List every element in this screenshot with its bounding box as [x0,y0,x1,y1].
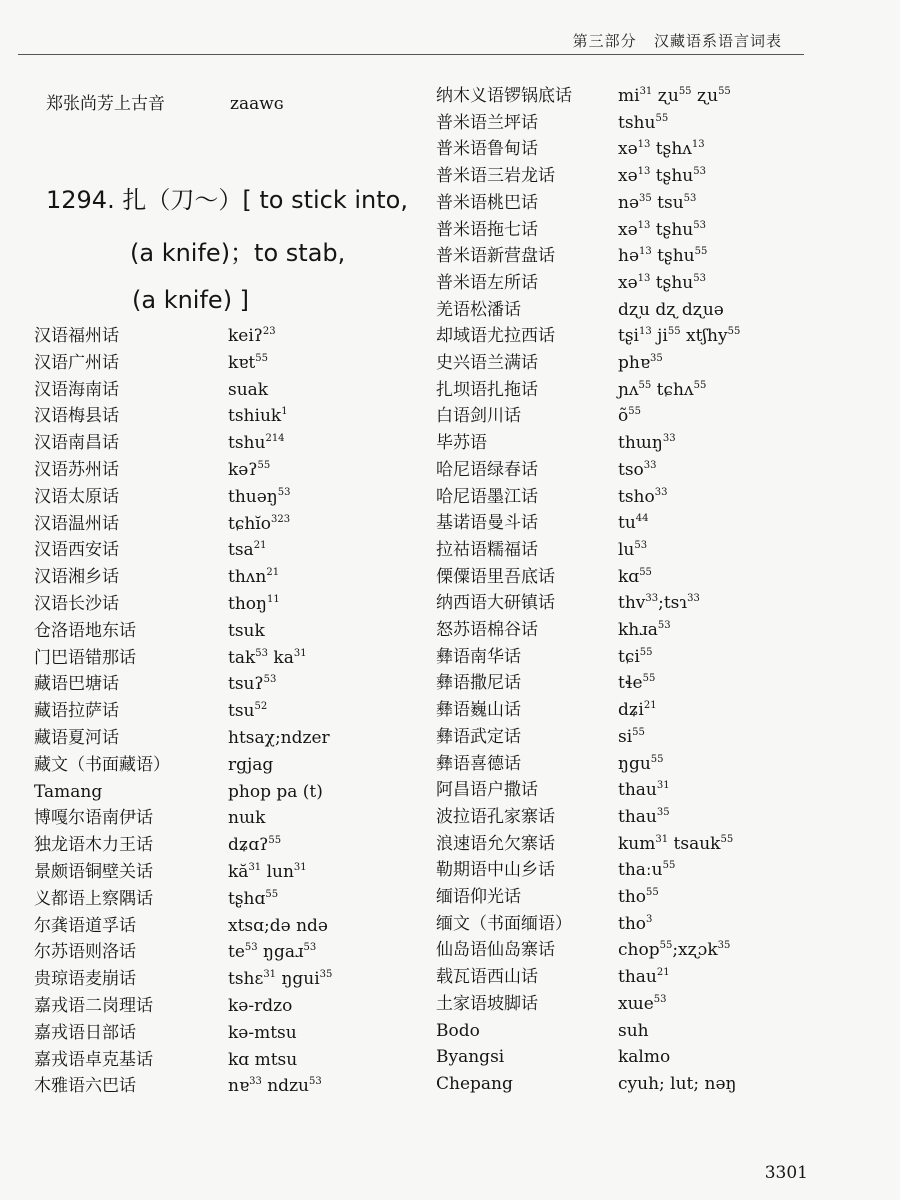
language-name: 载瓦语西山话 [436,967,538,988]
language-name: 汉语南昌话 [34,433,119,454]
word-form: tʂhɑ$^{55}$ [228,888,279,909]
word-form: xɯe$^{53}$ [618,993,667,1014]
language-name: 缅文（书面缅语） [436,913,572,934]
word-form: thʌn$^{21}$ [228,567,280,588]
language-name: 木雅语六巴话 [34,1076,136,1097]
language-name: 普米语三岩龙话 [436,166,555,187]
language-name: Chepang [436,1073,513,1094]
word-form: tshɛ$^{31}$ ŋgui$^{35}$ [228,969,333,990]
language-name: 土家语坡脚话 [436,993,538,1014]
language-name: 藏语夏河话 [34,728,119,748]
word-form: kɑ mtsu [228,1049,298,1070]
language-name: 藏语巴塘话 [34,674,119,695]
page-number: 3301 [764,1163,808,1183]
language-name: 毕苏语 [436,433,487,454]
word-form: xtsɑ;də ndə [228,915,328,936]
language-name: 普米语左所话 [436,272,538,293]
word-form: $tu^{44}$ [618,513,649,534]
word-form: kəʔ$^{55}$ [228,460,271,480]
word-form: xə$^{13}$ tʂhu$^{53}$ [618,166,706,187]
language-name: 汉语湘乡话 [34,567,119,588]
word-form: kɑ$^{55}$ [618,566,652,587]
language-name: 仓洛语地东话 [34,620,136,641]
language-name: 汉语广州话 [34,352,119,373]
language-name: 博嘎尔语南伊话 [34,808,153,829]
word-form: tsho$^{33}$ [618,486,668,507]
header-section: 第三部分 [572,32,637,50]
word-form: cyuh; lut; nəŋ [618,1073,737,1094]
language-name: 羌语松潘话 [436,299,521,320]
word-form: tsa$^{21}$ [228,540,267,561]
language-name: 浪速语允欠寨话 [436,833,555,854]
language-name: 纳西语大研镇话 [436,593,555,614]
word-form: tho$^3$ [618,913,653,934]
language-name: 义都语上察隅话 [34,888,153,909]
language-name: 普米语桃巴话 [436,192,538,213]
word-form: htsaχ;ndzer [228,728,330,748]
word-form: thv$^{33}$;tsɿ$^{33}$ [618,593,700,614]
word-form: kalmo [618,1047,671,1068]
word-form: tɕi$^{55}$ [618,646,653,667]
word-form: kɐt$^{55}$ [228,352,269,373]
word-form: nɯk [228,808,266,829]
language-name: 门巴语错那话 [34,647,136,668]
language-name: 汉语长沙话 [34,594,119,614]
word-form: tho$^{55}$ [618,887,659,907]
language-name: 普米语新营盘话 [436,246,555,267]
language-name: Byangsi [436,1047,505,1068]
language-name: 景颇语铜壁关话 [34,862,153,882]
word-form: nɐ$^{33}$ ndzu$^{53}$ [228,1076,322,1097]
language-name: 缅语仰光话 [436,887,521,907]
word-form: kə-rdzo [228,996,293,1016]
word-form: khɹa$^{53}$ [618,620,671,640]
language-name: 汉语温州话 [34,513,119,534]
word-form: xə$^{13}$ tʂhʌ$^{13}$ [618,139,705,160]
word-form: ŋgu$^{55}$ [618,753,664,774]
language-name: 汉语西安话 [34,540,119,561]
language-name: 哈尼语墨江话 [436,486,538,507]
language-name: 纳木义语锣锅底话 [436,86,572,106]
language-name: 普米语鲁甸话 [436,139,538,160]
language-name: 嘉戎语日部话 [34,1022,136,1043]
word-form: tsuk [228,620,265,641]
word-form: $mi^{31}$ ʐu$^{55}$ ʐu$^{55}$ [618,86,731,106]
language-name: Bodo [436,1020,480,1041]
entry-gloss-3: (a knife) ] [132,286,250,314]
word-form: tʂi$^{13}$ $ji^{55}$ xtʃhy$^{55}$ [618,326,741,347]
word-form: $kă^{31}$ lun$^{31}$ [228,862,307,882]
word-form: chop$^{55}$;xʐɔk$^{35}$ [618,940,731,961]
word-form: tshiuk$^1$ [228,406,288,427]
language-name: 基诺语曼斗话 [436,513,538,534]
word-form: dʐu dʐ dʐuə [618,299,724,320]
word-form: phɐ$^{35}$ [618,353,663,373]
language-name: 嘉戎语卓克基话 [34,1049,153,1070]
language-name: 扎坝语扎拖话 [436,379,538,400]
language-name: 傈僳语里吾底话 [436,566,555,587]
word-form: rgjag [228,754,274,775]
entry-number: 1294. [46,186,115,214]
word-form: tak$^{53}$ $ka^{31}$ [228,647,307,668]
entry-heading-line-1 [46,180,408,215]
word-form: $lu^{53}$ [618,539,648,560]
language-name: 白语剑川话 [436,406,521,427]
language-name: 贵琼语麦崩话 [34,969,136,990]
language-name: 史兴语兰满话 [436,353,538,373]
word-form: thoŋ$^{11}$ [228,594,280,614]
word-form: thɯŋ$^{33}$ [618,433,676,454]
word-form: tɕhĭo$^{323}$ [228,513,291,534]
header-text [573,30,782,51]
language-name: 汉语海南话 [34,379,119,400]
language-name: 汉语苏州话 [34,460,119,480]
header-title: 汉藏语系语言词表 [653,32,782,50]
word-form: $õ^{55}$ [618,406,641,427]
word-form: tsuʔ$^{53}$ [228,674,277,695]
word-form: phop pa (t) [228,781,323,802]
word-form: thau$^{35}$ [618,806,670,827]
entry-gloss-1: 扎（刀～）[ to stick into, [122,186,408,214]
language-name: 彝语撒尼话 [436,673,521,694]
language-name: 怒苏语棉谷话 [436,620,538,640]
word-form: zaawɢ [230,94,284,114]
word-form: kə-mtsu [228,1022,297,1043]
word-form: keiʔ$^{23}$ [228,326,276,346]
language-name: 藏文（书面藏语） [34,754,170,775]
word-form: dʑɑʔ$^{55}$ [228,835,282,856]
language-name: Tamang [34,781,103,802]
word-form: nə$^{35}$ tsu$^{53}$ [618,192,697,213]
language-name: 普米语拖七话 [436,219,538,240]
word-form: suak [228,379,269,400]
word-form: kum$^{31}$ tsauk$^{55}$ [618,833,734,854]
word-form: suh [618,1020,649,1041]
language-name: 藏语拉萨话 [34,701,119,722]
language-name: 汉语福州话 [34,326,119,346]
word-form: tshu$^{214}$ [228,433,285,454]
word-form: thuəŋ$^{53}$ [228,486,291,507]
header-rule [18,54,804,55]
language-name: 郑张尚芳上古音 [46,94,165,114]
word-form: thaːu$^{55}$ [618,860,676,881]
language-name: 独龙语木力王话 [34,835,153,856]
language-name: 嘉戎语二岗理话 [34,996,153,1016]
language-name: 彝语武定话 [436,726,521,747]
language-name: 波拉语孔家寨话 [436,806,555,827]
word-form: ɲʌ$^{55}$ tɕhʌ$^{55}$ [618,379,707,400]
language-name: 汉语太原话 [34,486,119,507]
entry-gloss-2: (a knife)；to stab, [130,239,346,267]
word-form: thau$^{21}$ [618,967,670,988]
language-name: 尔龚语道孚话 [34,915,136,936]
language-name: 尔苏语则洛话 [34,942,136,963]
word-form: tsu$^{52}$ [228,701,268,722]
language-name: 仙岛语仙岛寨话 [436,940,555,961]
language-name: 彝语南华话 [436,646,521,667]
language-name: 勒期语中山乡话 [436,860,555,881]
word-form: xə$^{13}$ tʂhu$^{53}$ [618,219,706,240]
language-name: 彝语喜德话 [436,753,521,774]
language-name: 彝语巍山话 [436,700,521,721]
word-form: xə$^{13}$ tʂhu$^{53}$ [618,272,706,293]
word-form: dʑi$^{21}$ [618,700,657,721]
word-form: tso$^{33}$ [618,459,657,480]
word-form: $te^{53}$ ŋgaɹ$^{53}$ [228,942,317,963]
language-name: 拉祜语糯福话 [436,539,538,560]
language-name: 阿昌语户撒话 [436,780,538,801]
word-form: hə$^{13}$ tʂhu$^{55}$ [618,246,708,267]
language-name: 哈尼语绿春话 [436,459,538,480]
word-form: tshu$^{55}$ [618,112,669,133]
language-name: 普米语兰坪话 [436,112,538,133]
language-name: 汉语梅县话 [34,406,119,427]
word-form: thau$^{31}$ [618,780,670,801]
word-form: $si^{55}$ [618,726,645,747]
word-form: tɬe$^{55}$ [618,673,656,694]
language-name: 却域语尤拉西话 [436,326,555,347]
